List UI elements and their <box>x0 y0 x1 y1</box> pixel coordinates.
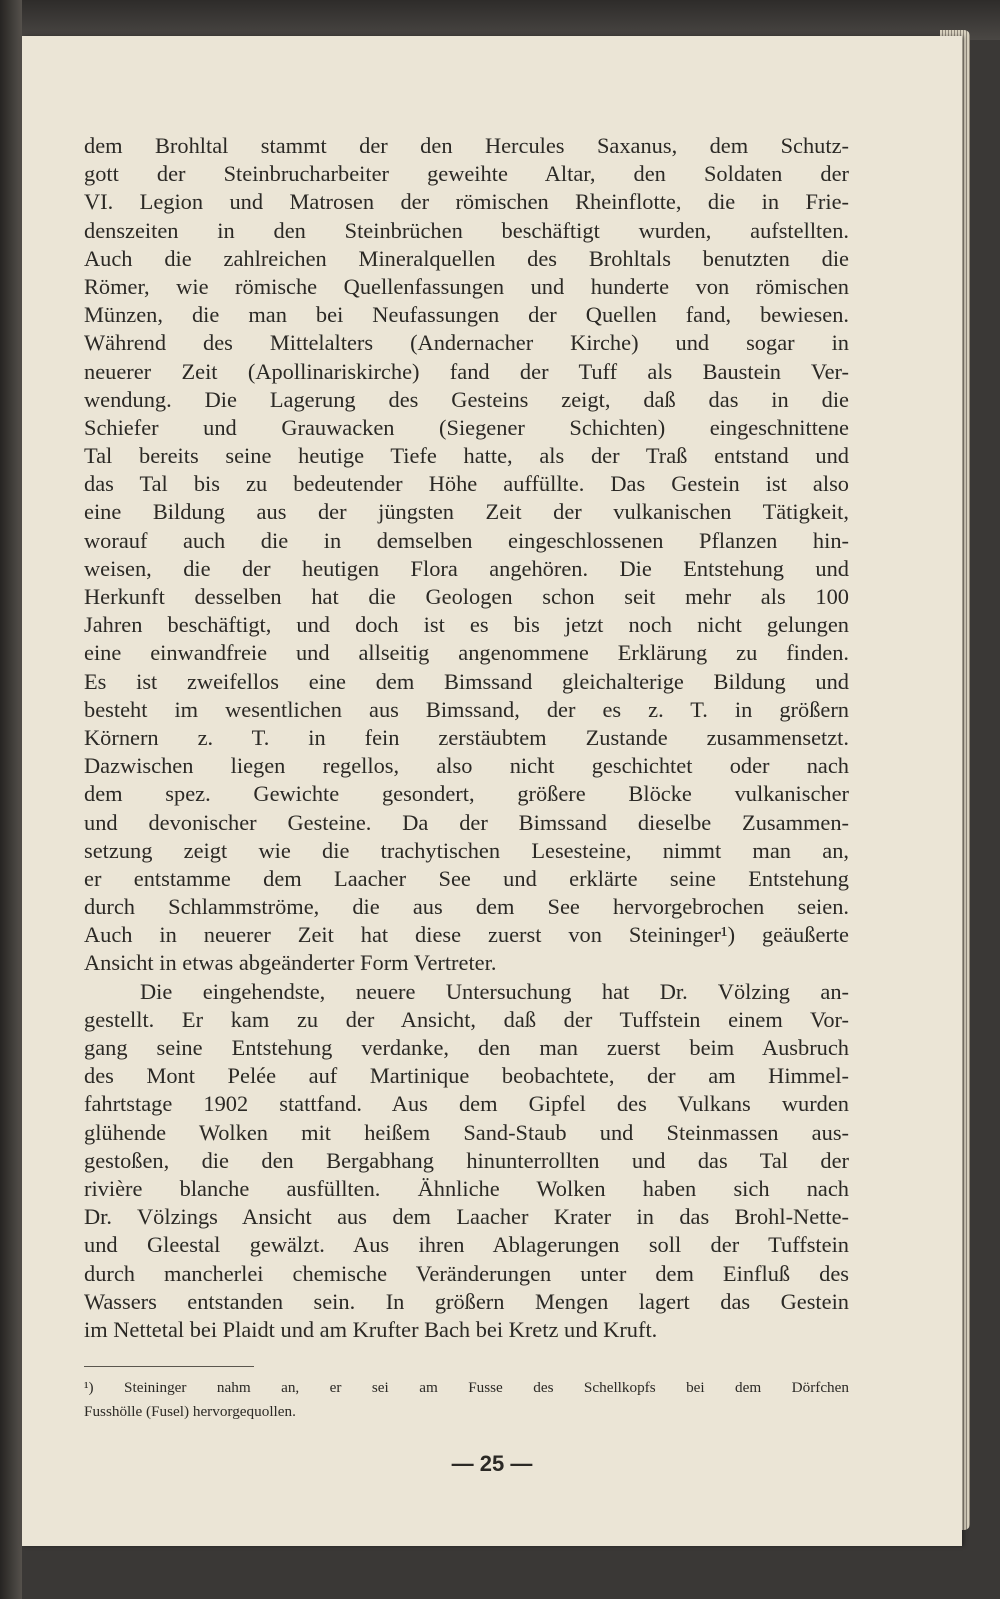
text-line: worauf auch die in demselben eingeschlossenen Pflanzen hin- <box>84 527 849 553</box>
text-line: glühende Wolken mit heißem Sand-Staub und Steinmassen aus- <box>84 1119 849 1145</box>
text-line: Körnern z. T. in fein zerstäubtem Zustande zusammensetzt. <box>84 724 849 750</box>
text-line: im Nettetal bei Plaidt und am Krufter Bach bei Kretz und Kruft. <box>84 1316 658 1342</box>
text-line: VI. Legion und Matrosen der römischen Rheinflotte, die in Frie- <box>84 189 849 215</box>
text-line: denszeiten in den Steinbrüchen beschäftigt wurden, aufstellten. <box>84 217 849 243</box>
text-line: und devonischer Gesteine. Da der Bimssand dieselbe Zusammen- <box>84 809 849 835</box>
text-line: dem spez. Gewichte gesondert, größere Blöcke vulkanischer <box>84 781 849 807</box>
text-line: gott der Steinbrucharbeiter geweihte Altar, den Soldaten der <box>84 161 849 187</box>
text-line: rivière blanche ausfüllten. Ähnliche Wolken haben sich nach <box>84 1175 849 1201</box>
text-line: Schiefer und Grauwacken (Siegener Schichten) eingeschnittene <box>84 414 849 440</box>
text-line: weisen, die der heutigen Flora angehören. Die Entstehung und <box>84 555 849 581</box>
text-line: besteht im wesentlichen aus Bimssand, der es z. T. in größern <box>84 696 849 722</box>
text-line: wendung. Die Lagerung des Gesteins zeigt, daß das in die <box>84 386 849 412</box>
text-line: Es ist zweifellos eine dem Bimssand gleichalterige Bildung und <box>84 668 849 694</box>
text-line: Tal bereits seine heutige Tiefe hatte, als der Traß entstand und <box>84 443 849 469</box>
text-line: Herkunft desselben hat die Geologen schon seit mehr als 100 <box>84 584 849 609</box>
text-line: eine Bildung aus der jüngsten Zeit der vulkanischen Tätigkeit, <box>84 499 849 525</box>
text-line: und Gleestal gewälzt. Aus ihren Ablagerungen soll der Tuffstein <box>84 1232 849 1258</box>
book-page <box>22 36 962 1546</box>
text-line: das Tal bis zu bedeutender Höhe auffüllte. Das Gestein ist also <box>84 471 849 497</box>
text-line: durch mancherlei chemische Veränderungen unter dem Einfluß des <box>84 1260 849 1286</box>
text-line: eine einwandfreie und allseitig angenommene Erklärung zu finden. <box>84 640 849 666</box>
text-line: durch Schlammströme, die aus dem See hervorgebrochen seien. <box>84 894 849 920</box>
text-line: fahrtstage 1902 stattfand. Aus dem Gipfel des Vulkans wurden <box>84 1091 849 1117</box>
scan-background-left <box>0 0 22 1599</box>
text-line: Während des Mittelalters (Andernacher Kirche) und sogar in <box>84 330 849 356</box>
footnote-line: Fusshölle (Fusel) hervorgequollen. <box>84 1403 296 1420</box>
text-line: Ansicht in etwas abgeänderter Form Vertreter. <box>84 950 497 976</box>
text-line: Auch in neuerer Zeit hat diese zuerst von Steininger¹) geäußerte <box>84 922 849 948</box>
text-line: Die eingehendste, neuere Untersuchung hat Dr. Völzing an- <box>140 978 849 1004</box>
text-line: Jahren beschäftigt, und doch ist es bis jetzt noch nicht gelungen <box>84 612 849 638</box>
text-line: dem Brohltal stammt der den Hercules Saxanus, dem Schutz- <box>84 133 849 158</box>
page-number: — 25 — <box>451 1451 533 1476</box>
text-line: gestoßen, die den Bergabhang hinunterrollten und das Tal der <box>84 1147 849 1173</box>
text-line: Römer, wie römische Quellenfassungen und hunderte von römischen <box>84 273 849 299</box>
text-line: Dazwischen liegen regellos, also nicht geschichtet oder nach <box>84 753 849 779</box>
text-line: Dr. Völzings Ansicht aus dem Laacher Krater in das Brohl-Nette- <box>84 1204 849 1230</box>
text-line: des Mont Pelée auf Martinique beobachtete, der am Himmel- <box>84 1063 849 1089</box>
text-line: Wassers entstanden sein. In größern Mengen lagert das Gestein <box>84 1288 849 1314</box>
scan-background-top <box>0 0 1000 40</box>
text-line: er entstamme dem Laacher See und erklärte seine Entstehung <box>84 865 849 891</box>
text-line: gang seine Entstehung verdanke, den man zuerst beim Ausbruch <box>84 1035 849 1060</box>
text-line: Münzen, die man bei Neufassungen der Quellen fand, bewiesen. <box>84 302 849 328</box>
text-line: neuerer Zeit (Apollinariskirche) fand der Tuff als Baustein Ver- <box>84 358 849 384</box>
text-line: gestellt. Er kam zu der Ansicht, daß der Tuffstein einem Vor- <box>84 1006 849 1032</box>
footnote <box>84 1376 849 1424</box>
body-text <box>84 132 849 1344</box>
text-line: setzung zeigt wie die trachytischen Lesesteine, nimmt man an, <box>84 837 849 863</box>
footnote-line: ¹) Steininger nahm an, er sei am Fusse des Schellkopfs bei dem Dörfchen <box>84 1379 849 1396</box>
text-line: Auch die zahlreichen Mineralquellen des Brohltals benutzten die <box>84 245 849 271</box>
footnote-divider <box>84 1366 254 1367</box>
